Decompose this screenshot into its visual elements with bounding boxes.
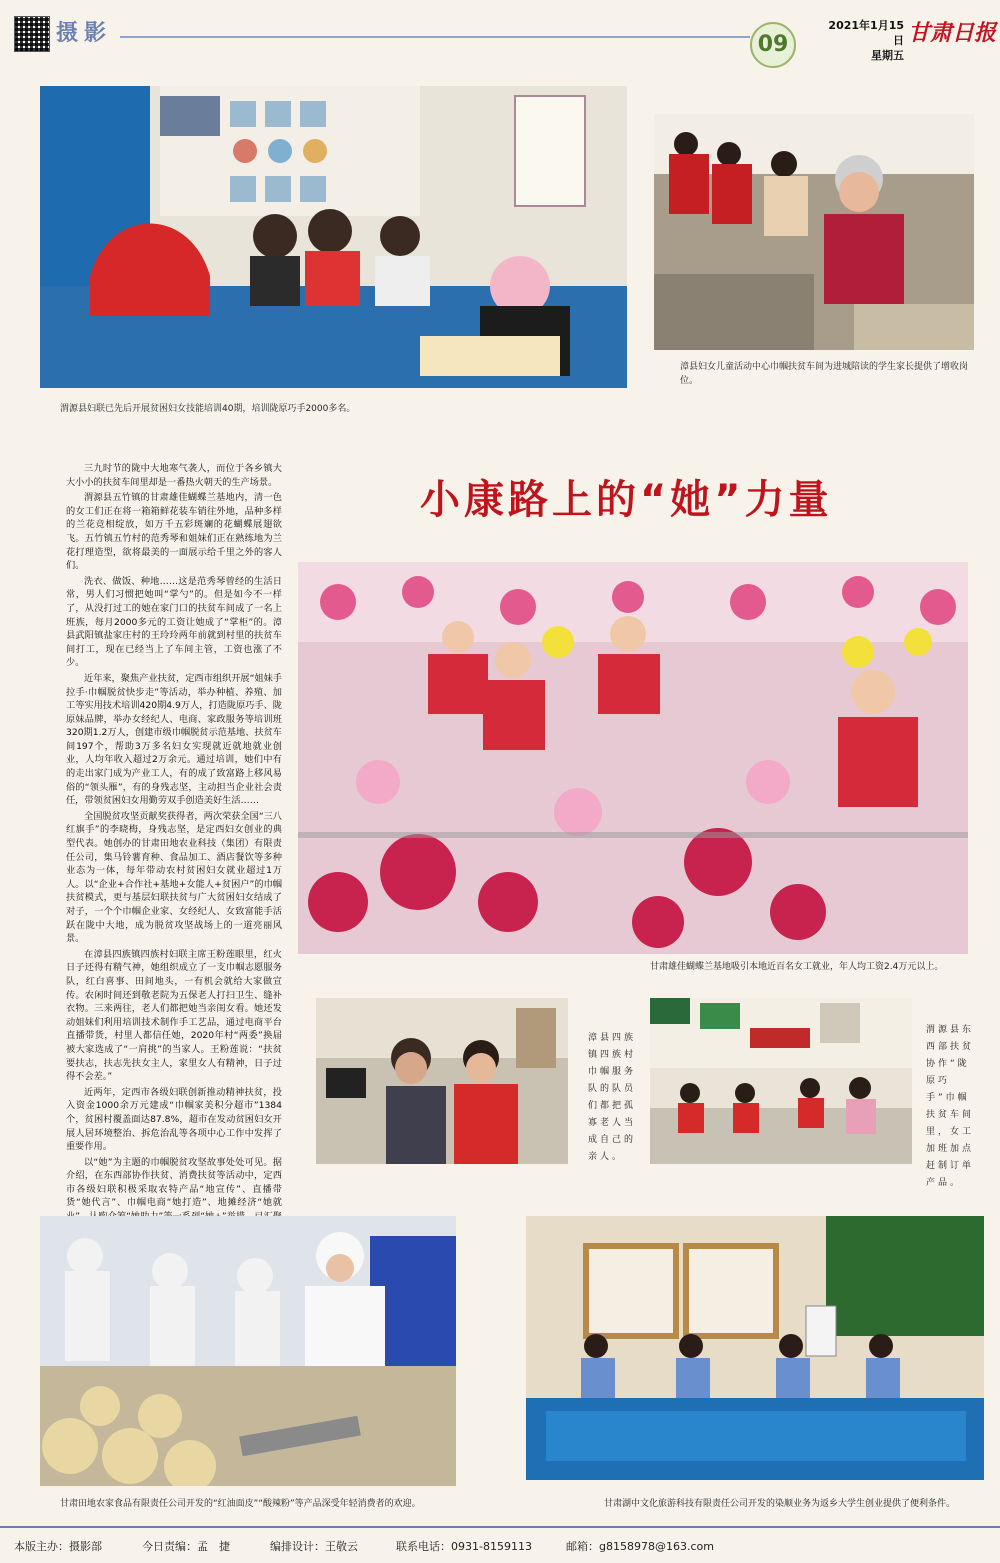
date-text: 2021年1月15日 [828, 19, 904, 47]
qr-code [14, 16, 50, 52]
article-paragraph: 近两年，定西市各级妇联创新推动精神扶贫，投入资金1000余万元建成“巾帼家美积分超市”1384个，贫困村覆盖面达87.8%，超市在发动贫困妇女开展人居环境整治、拆危治乱等各项中心工作中发挥了重要作用。 [66, 1086, 282, 1153]
photo-volunteer-elderly [316, 998, 568, 1164]
article-paragraph: 全国脱贫攻坚贡献奖获得者，两次荣获全国“三八红旗手”的李晓梅，身残志坚，是定西妇女创业的典型代表。她创办的甘肃田地农业科技（集团）有限责任公司，集马铃薯育种、食品加工、酒店餐饮等多种业态为一体，每年带动农村贫困妇女就业超过1万人。以“企业+合作社+基地+女能人+贫困户”的巾帼扶贫模式，更与基层妇联扶贫与广大贫困妇女结成了对子，一个个巾帼企业家、女经纪人、女致富能手活跃在陇中大地，成为脱贫攻坚战场上的一道亮丽风景。 [66, 810, 282, 945]
article-paragraph: 渭源县五竹镇的甘肃雄佳蝴蝶兰基地内，清一色的女工们正在将一箱箱鲜花装车销往外地，品种多样的兰花竞相绽放，如万千五彩斑斓的花蝴蝶展翅欲飞。五竹镇五竹村的范秀琴和姐妹们正在熟练地为兰花打理造型，欲将最美的一面展示给千里之外的客人们。 [66, 492, 282, 572]
article-body [66, 462, 282, 1253]
photo-sewing-workshop-weiyuan [650, 998, 912, 1164]
photo-poverty-workshop-zhangxian [654, 114, 974, 350]
photo-food-factory [40, 1216, 456, 1486]
photo-embroidery-training [40, 86, 627, 388]
weekday-text: 星期五 [871, 49, 904, 62]
section-title: 摄影 [56, 21, 113, 46]
photo-dyeing-workshop [526, 1216, 984, 1480]
article-paragraph: 洗衣、做饭、种地……这是范秀琴曾经的生活日常，男人们习惯把她叫“掌勺”的。但是如今不一样了，从没打过工的她在家门口的扶贫车间成了一名上班族，每月2000多元的工资让她成了“掌柜”的。漳县武阳镇盐家庄村的王玲玲两年前就到村里的扶贫车间打工，现在已经当上了车间主管，工资也涨了不少。 [66, 575, 282, 669]
caption-photo3: 甘肃雄佳蝴蝶兰基地吸引本地近百名女工就业，年人均工资2.4万元以上。 [650, 962, 944, 972]
caption-photo1: 渭源县妇联已先后开展贫困妇女技能培训40期，培训陇原巧手2000多名。 [60, 404, 356, 414]
page-footer [0, 1526, 1000, 1563]
caption-photo7: 甘肃湖中文化旅游科技有限责任公司开发的染顺业务为返乡大学生创业提供了便利条件。 [604, 1499, 956, 1509]
footer-duty-editor: 今日责编：孟 捷 [142, 1540, 230, 1553]
photo-orchid-greenhouse [298, 562, 968, 954]
page-number: 09 [750, 22, 796, 68]
footer-designer: 编排设计：王敬云 [270, 1540, 358, 1553]
page-headline: 小康路上的“她”力量 [420, 477, 833, 523]
caption-photo2: 漳县妇女儿童活动中心巾帼扶贫车间为进城陪读的学生家长提供了增收岗位。 [680, 362, 969, 386]
article-paragraph: 以“她”为主题的巾帼脱贫攻坚故事处处可见。据介绍，在东西部协作扶贫、消费扶贫等活动中，定西市各级妇联积极采取农特产品“地宣传”、直播带货“她代言”、巾帼电商“她打造”、地摊经济“她就 [66, 1156, 282, 1209]
caption-photo6: 甘肃田地农家食品有限责任公司开发的“红油面皮”“酸辣粉”等产品深受年轻消费者的欢迎。 [60, 1499, 421, 1509]
caption-photo4: 漳县四族镇四族村巾帼服务队的队员们都把孤寡老人当成自己的亲人。 [588, 1033, 637, 1162]
header-rule [120, 36, 750, 38]
caption-photo5: 渭源县东西部扶贫协作“陇原巧手”巾帼扶贫车间里，女工加班加点赶制订单产品。 [926, 1025, 975, 1188]
footer-email: 邮箱：g8158978@163.com [566, 1540, 714, 1553]
article-paragraph: 近年来，聚焦产业扶贫，定西市组织开展“姐妹手拉手·巾帼脱贫快步走”等活动，举办种植、养殖、加工等实用技术培训420期4.9万人，打造陇原巧手、陇原妹品牌，举办女经纪人、电商、家政服务等培训班320期1.2万人，创建市级巾帼脱贫示范基地、扶贫车间197个，帮助3万多名妇女实现就近就地就业创业，人均年收入超过2万余元。通过培训，她们中有的走出家门成为产业工人，有的成了致富路上移风易俗的“领头雁”，有的身残志坚，主动担当企业社会责任，带领贫困妇女用勤劳双手创造美好生活…… [66, 672, 282, 807]
footer-editor-in-chief: 本版主办：摄影部 [14, 1540, 102, 1553]
footer-phone: 联系电话：0931-8159113 [396, 1540, 532, 1553]
newspaper-logo: 甘肃日报 [908, 20, 997, 46]
article-paragraph: 三九时节的陇中大地寒气袭人，而位于各乡镇大大小小的扶贫车间里却是一番热火朝天的生产场景。 [66, 463, 282, 488]
issue-date [824, 18, 904, 63]
article-paragraph: 在漳县四族镇四族村妇联主席王粉莲眼里，红火日子还得有精气神，她组织成立了一支巾帼志愿服务队，红白喜事、田间地头，一有机会就给大家做宣传。农闲时间还到敬老院为五保老人打扫卫生、缝补衣物。三来两往，老人们都把她当亲闺女看。她还发动姐妹们利用培训技术制作手工艺品，通过电商平台直播带货，村里人都信任她，2020年村“两委”换届被大家选成了“一肩挑”的当家人。王粉莲说：“扶贫要扶志，扶志先扶女主人，家里女人有精神，日子过得不会差。” [66, 948, 282, 1083]
